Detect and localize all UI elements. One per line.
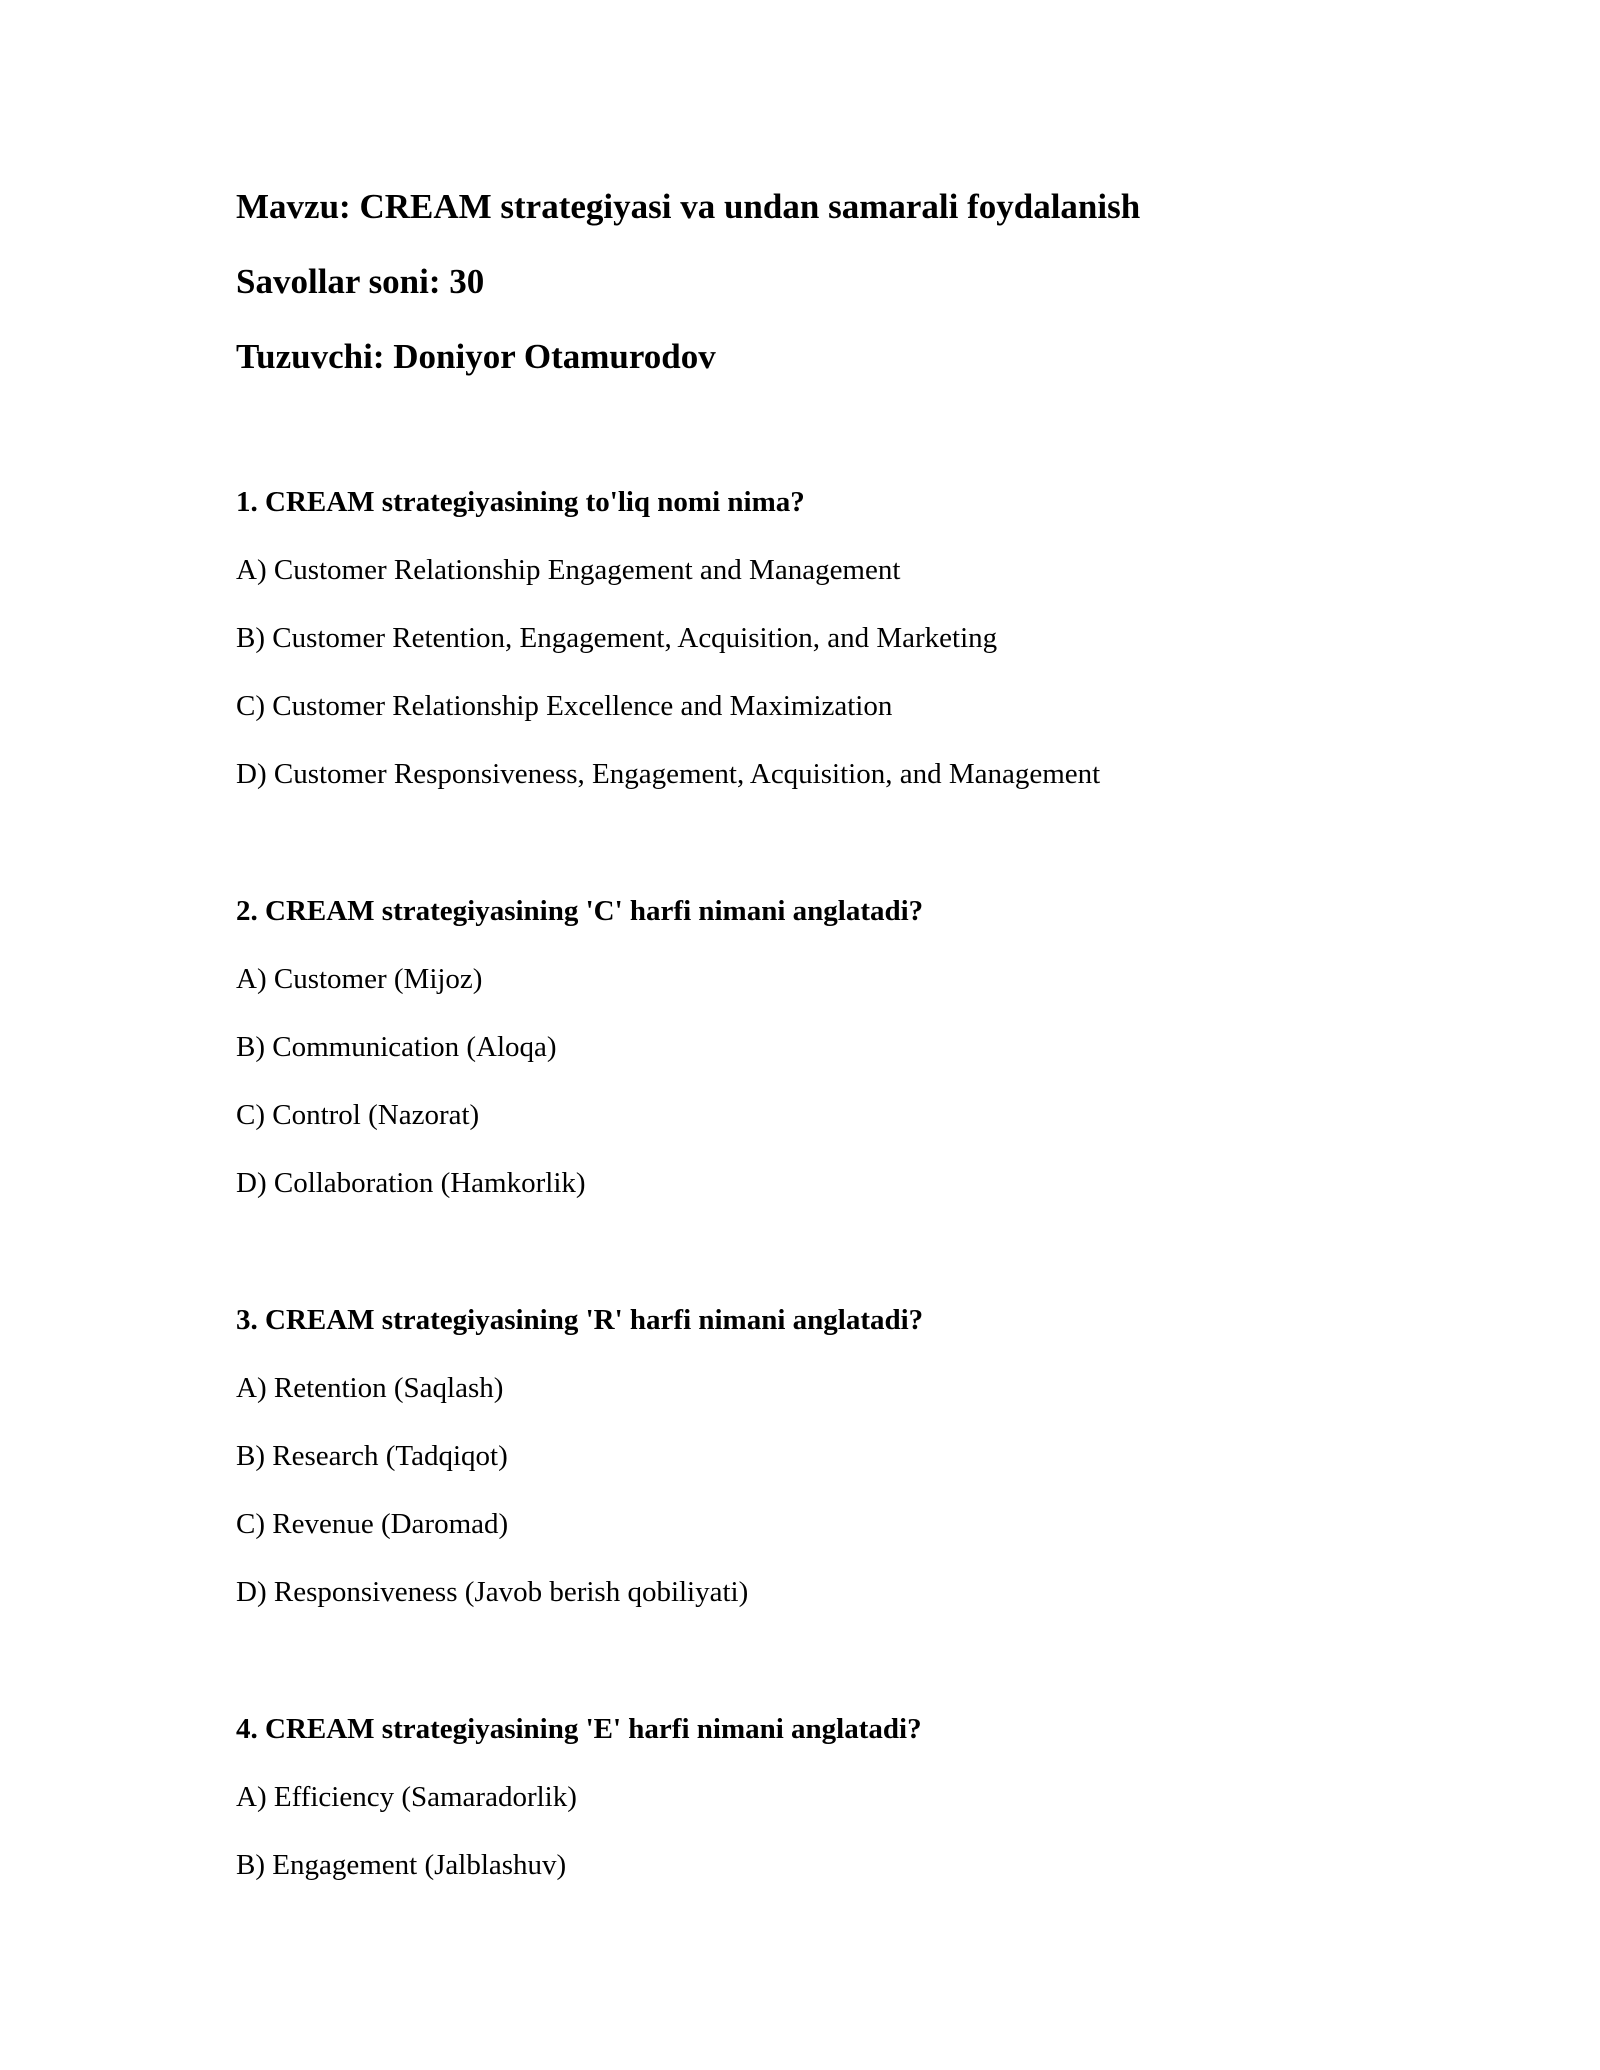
answer-option-d: D) Collaboration (Hamkorlik)	[236, 1167, 586, 1199]
answer-option-b: B) Research (Tadqiqot)	[236, 1440, 508, 1472]
answer-option-a: A) Customer Relationship Engagement and Management	[236, 554, 901, 586]
document-content	[236, 186, 1416, 1883]
question-2	[236, 893, 1416, 1201]
author-heading: Tuzuvchi: Doniyor Otamurodov	[236, 337, 716, 376]
question-title: 1. CREAM strategiyasining to'liq nomi nima?	[236, 486, 805, 518]
answer-option-a: A) Customer (Mijoz)	[236, 963, 483, 995]
answer-option-c: C) Customer Relationship Excellence and Maximization	[236, 690, 893, 722]
answer-option-b: B) Engagement (Jalblashuv)	[236, 1849, 567, 1881]
topic-heading: Mavzu: CREAM strategiyasi va undan samarali foydalanish	[236, 187, 1141, 226]
answer-option-d: D) Responsiveness (Javob berish qobiliyati)	[236, 1576, 749, 1608]
question-title: 2. CREAM strategiyasining 'C' harfi nimani anglatadi?	[236, 895, 924, 927]
answer-option-d: D) Customer Responsiveness, Engagement, Acquisition, and Management	[236, 758, 1101, 790]
question-3	[236, 1302, 1416, 1610]
question-title: 4. CREAM strategiyasining 'E' harfi nimani anglatadi?	[236, 1713, 922, 1745]
answer-option-c: C) Control (Nazorat)	[236, 1099, 480, 1131]
question-1	[236, 484, 1416, 792]
question-title: 3. CREAM strategiyasining 'R' harfi nimani anglatadi?	[236, 1304, 924, 1336]
answer-option-b: B) Communication (Aloqa)	[236, 1031, 557, 1063]
answer-option-a: A) Efficiency (Samaradorlik)	[236, 1781, 577, 1813]
question-count-heading: Savollar soni: 30	[236, 262, 485, 301]
question-4	[236, 1711, 1416, 1883]
answer-option-b: B) Customer Retention, Engagement, Acquisition, and Marketing	[236, 622, 998, 654]
answer-option-a: A) Retention (Saqlash)	[236, 1372, 504, 1404]
answer-option-c: C) Revenue (Daromad)	[236, 1508, 509, 1540]
